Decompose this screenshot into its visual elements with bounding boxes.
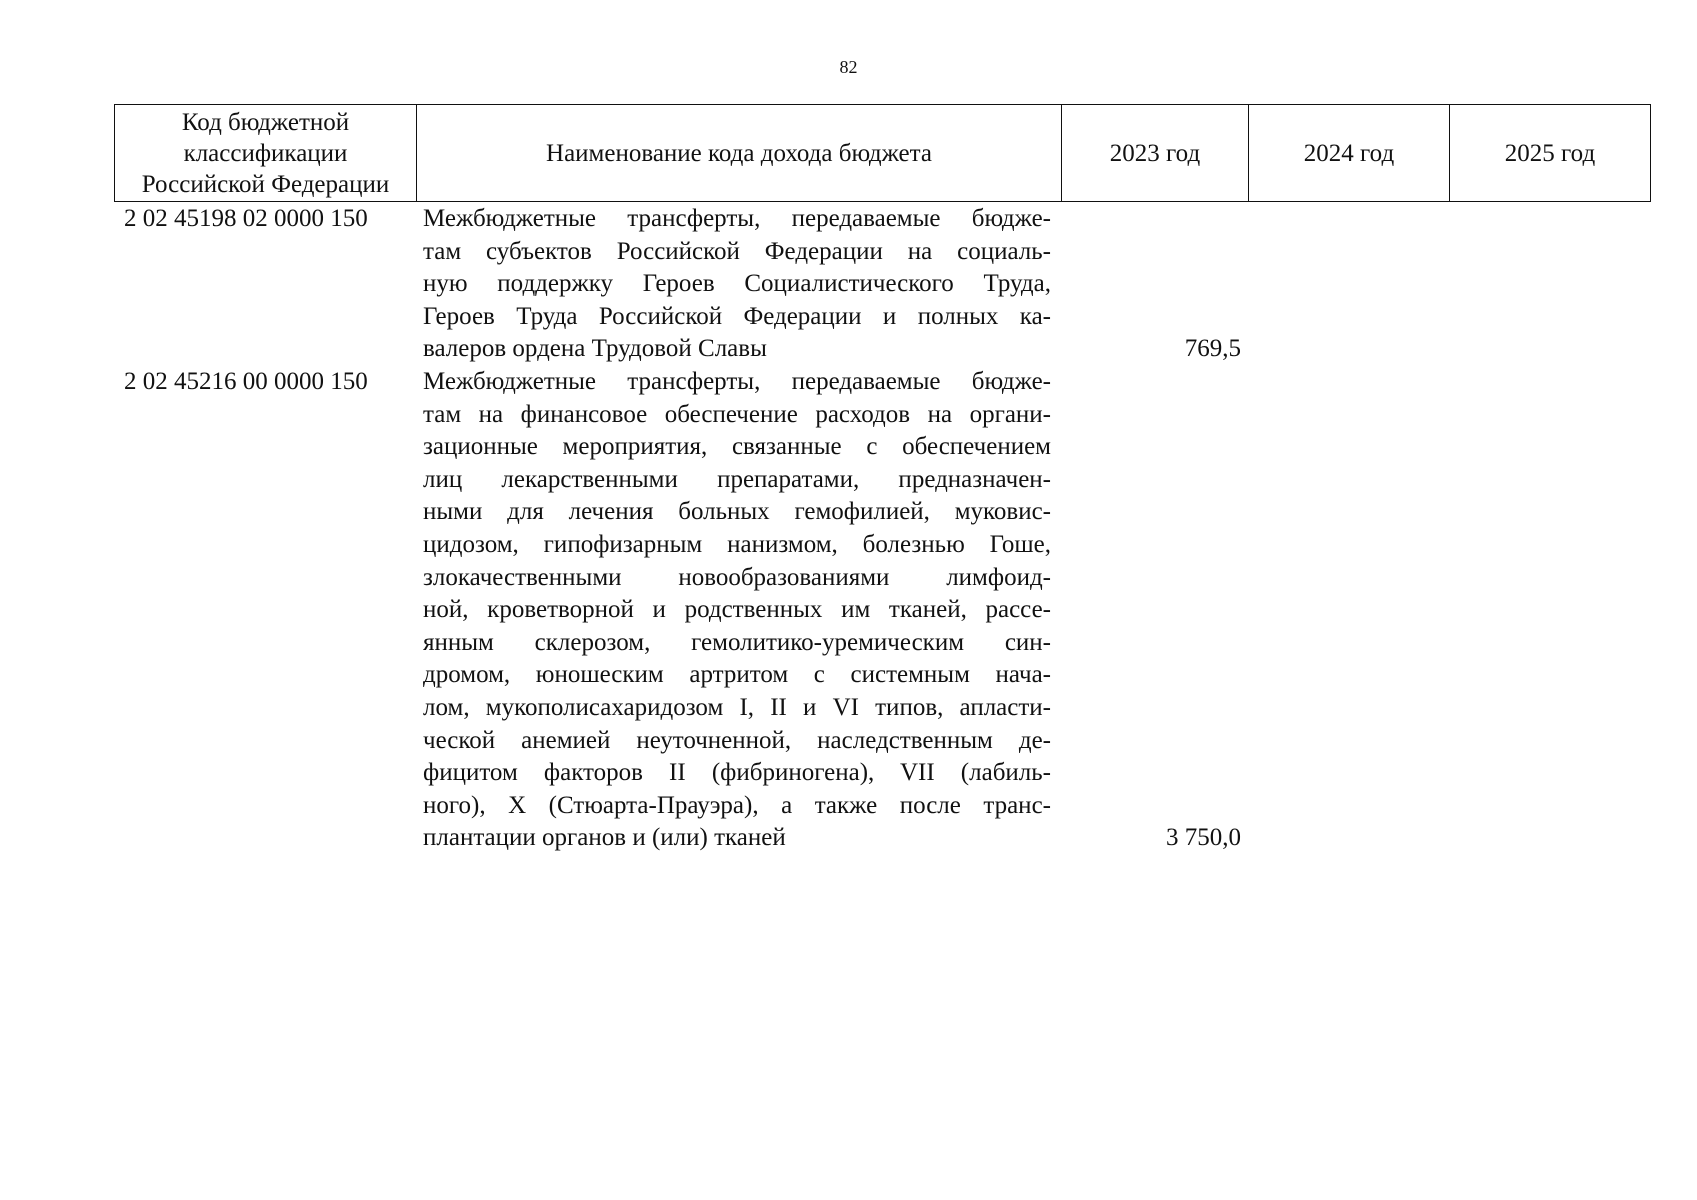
row-name-line: Межбюджетные трансферты, передаваемые бюдже- bbox=[423, 205, 1051, 232]
table-row bbox=[114, 366, 1650, 856]
row-name-line: дромом, юношеским артритом с системным нача- bbox=[423, 661, 1051, 689]
row-name-line: фицитом факторов II (фибриногена), VII (лабиль- bbox=[423, 759, 1051, 787]
row-code: 2 02 45216 00 0000 150 bbox=[124, 368, 368, 395]
header-code-line: Российской Федерации bbox=[141, 170, 390, 198]
row-name-line: ными для лечения больных гемофилией, муковис- bbox=[423, 498, 1051, 526]
row-name-line: там на финансовое обеспечение расходов на органи- bbox=[423, 400, 1051, 428]
header-code-line: Код бюджетной bbox=[181, 108, 350, 136]
table-header bbox=[114, 104, 1651, 202]
table-row bbox=[114, 203, 1650, 367]
row-name-line: зационные мероприятия, связанные с обеспечением bbox=[423, 433, 1051, 461]
page-number: 82 bbox=[839, 57, 858, 77]
row-name-line: янным склерозом, гемолитико-уремическим син- bbox=[423, 628, 1051, 656]
row-name-line: там субъектов Российской Федерации на социаль- bbox=[423, 237, 1051, 265]
row-name bbox=[423, 203, 1051, 366]
header-year-2023: 2023 год bbox=[1062, 105, 1249, 202]
row-name-line: ную поддержку Героев Социалистического Труда, bbox=[423, 270, 1051, 298]
row-name-line: лиц лекарственными препаратами, предназначен- bbox=[423, 465, 1051, 493]
row-name-line: ного), X (Стюарта-Прауэра), а также после транс- bbox=[423, 791, 1051, 819]
header-code-line: классификации bbox=[183, 139, 348, 167]
row-name-line: ческой анемией неуточненной, наследственным де- bbox=[423, 726, 1051, 754]
row-name-line: ной, кроветворной и родственных им тканей, рассе- bbox=[423, 596, 1051, 624]
row-name-line: валеров ордена Трудовой Славы bbox=[423, 335, 767, 363]
row-code: 2 02 45198 02 0000 150 bbox=[124, 205, 368, 232]
header-name-column: Наименование кода дохода бюджета bbox=[417, 105, 1062, 202]
row-name-line: лом, мукополисахаридозом I, II и VI типов, апласти- bbox=[423, 693, 1051, 721]
row-name-line: злокачественными новообразованиями лимфоид- bbox=[423, 563, 1051, 591]
row-amount-2023: 769,5 bbox=[1184, 335, 1241, 363]
row-name-line: цидозом, гипофизарным нанизмом, болезнью Гоше, bbox=[423, 530, 1051, 558]
row-name bbox=[423, 366, 1051, 855]
header-code-column bbox=[115, 105, 417, 202]
header-year-2025: 2025 год bbox=[1450, 105, 1651, 202]
header-year-2024: 2024 год bbox=[1249, 105, 1450, 202]
row-name-line: плантации органов и (или) тканей bbox=[423, 824, 786, 852]
row-amount-2023: 3 750,0 bbox=[1166, 824, 1241, 852]
row-name-line: Межбюджетные трансферты, передаваемые бюдже- bbox=[423, 368, 1051, 395]
row-name-line: Героев Труда Российской Федерации и полных ка- bbox=[423, 302, 1051, 330]
